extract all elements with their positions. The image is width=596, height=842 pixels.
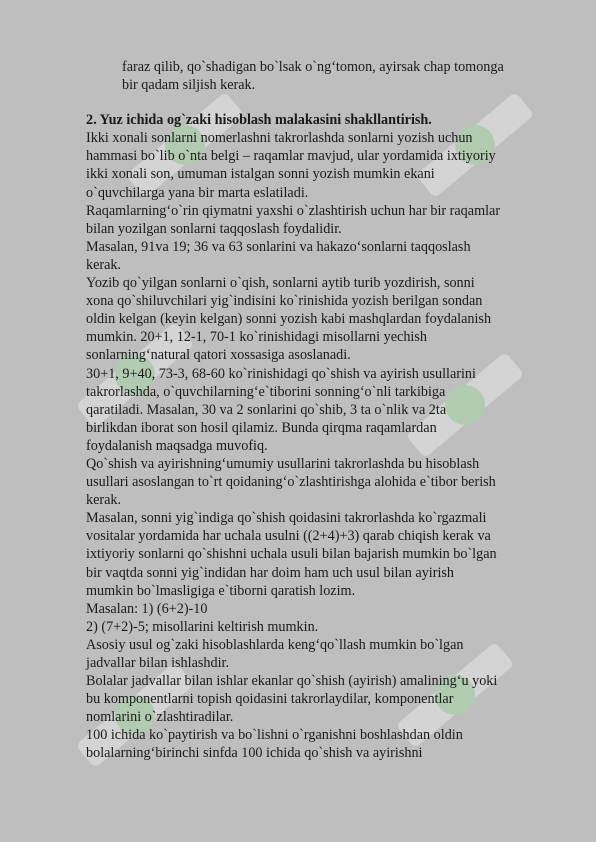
text-line: Yozib qo`yilgan sonlarni o`qish, sonlarni aytib turib yozdirish, sonni bbox=[86, 275, 475, 292]
text-line: usullari asoslangan to`rt qoidaning‘o`zlashtirishga alohida e`tibor berish bbox=[86, 474, 496, 491]
text-line: birlikdan iborat son hosil qilamiz. Bunda qirqma raqamlardan bbox=[86, 419, 437, 436]
text-line: nomlarini o`zlashtiradilar. bbox=[86, 709, 234, 726]
text-line: Bolalar jadvallar bilan ishlar ekanlar qo`shish (ayirish) amalining‘u yoki bbox=[86, 673, 498, 690]
text-line: Qo`shish va ayirishning‘umumiy usullarini takrorlashda bu hisoblash bbox=[86, 455, 480, 472]
text-line: mumkin bo`lmasligiga e`tiborni qaratish lozim. bbox=[86, 582, 356, 599]
text-line: 2) (7+2)-5; misollarini keltirish mumkin. bbox=[86, 618, 319, 635]
text-line: oldin kelgan (keyin kelgan) sonni yozish kabi mashqlardan foydalanish bbox=[86, 311, 492, 328]
intro-paragraph bbox=[86, 58, 556, 94]
text-line: Ikki xonali sonlarni nomerlashni takrorlashda sonlarni yozish uchun bbox=[86, 130, 473, 147]
section-body bbox=[86, 129, 556, 762]
text-line: ixtiyoriy sonlarni qo`shishni uchala usuli bilan bajarish mumkin bo`lgan bbox=[86, 546, 497, 563]
text-line: kerak. bbox=[86, 492, 122, 509]
text-line: ikki xonali son, umuman istalgan sonni yozish mumkin ekani bbox=[86, 166, 435, 183]
section-heading: 2. Yuz ichida og`zaki hisoblash malakasini shakllantirish. bbox=[86, 112, 432, 129]
text-line: sonlarning‘natural qatori xossasiga asoslanadi. bbox=[86, 347, 351, 364]
text-line: Masalan, 91va 19; 36 va 63 sonlarini va hakazo‘sonlarni taqqoslash bbox=[86, 238, 471, 255]
text-line: Masalan, sonni yig`indiga qo`shish qoidasini takrorlashda ko`rgazmali bbox=[86, 510, 487, 527]
text-line: qaratiladi. Masalan, 30 va 2 sonlarini qo`shib, 3 ta o`nlik va 2ta bbox=[86, 401, 447, 418]
text-line: 100 ichida ko`paytirish va bo`lishni o`rganishni boshlashdan oldin bbox=[86, 727, 463, 744]
text-line: jadvallar bilan ishlashdir. bbox=[86, 655, 230, 671]
text-line: bu komponentlarni topish qoidasini takrorlaydilar, komponentlar bbox=[86, 691, 454, 708]
text-line: bolalarning‘birinchi sinfda 100 ichida qo`shish va ayirishni bbox=[86, 745, 423, 762]
text-line: Raqamlarning‘o`rin qiymatni yaxshi o`zlashtirish uchun har bir raqamlar bbox=[86, 202, 501, 219]
text-line: hammasi bo`lib o`nta belgi – raqamlar mavjud, ular yordamida ixtiyoriy bbox=[86, 148, 496, 165]
text-line: bilan yozilgan sonlarni taqqoslash foydalidir. bbox=[86, 220, 342, 237]
text-line: 30+1, 9+40, 73-3, 68-60 ko`rinishidagi qo`shish va ayirish usullarini bbox=[86, 365, 476, 382]
text-line: mumkin. 20+1, 12-1, 70-1 ko`rinishidagi misollarni yechish bbox=[86, 329, 427, 346]
document-body bbox=[86, 58, 556, 763]
text-line: Asosiy usul og`zaki hisoblashlarda keng‘qo`llash mumkin bo`lgan bbox=[86, 636, 464, 653]
text-line: bir qadam siljish kerak. bbox=[122, 77, 256, 94]
text-line: foydalanish maqsadga muvofiq. bbox=[86, 437, 268, 454]
text-line: vositalar yordamida har uchala usulni ((2+4)+3) qarab chiqish kerak va bbox=[86, 528, 491, 545]
text-line: o`quvchilarga yana bir marta eslatiladi. bbox=[86, 184, 309, 201]
text-line: takrorlashda, o`quvchilarning‘e`tiborini sonning‘o`nli tarkibiga bbox=[86, 383, 446, 400]
text-line: xona qo`shiluvchilari yig`indisini ko`rinishida yozish berilgan sondan bbox=[86, 293, 483, 310]
text-line: kerak. bbox=[86, 256, 122, 273]
text-line: bir vaqtda sonni yig`indidan har doim ham uch usul bilan ayirish bbox=[86, 564, 455, 581]
text-line: faraz qilib, qo`shadigan bo`lsak o`ng‘tomon, ayirsak chap tomonga bbox=[122, 59, 504, 75]
text-line: Masalan: 1) (6+2)-10 bbox=[86, 600, 208, 617]
